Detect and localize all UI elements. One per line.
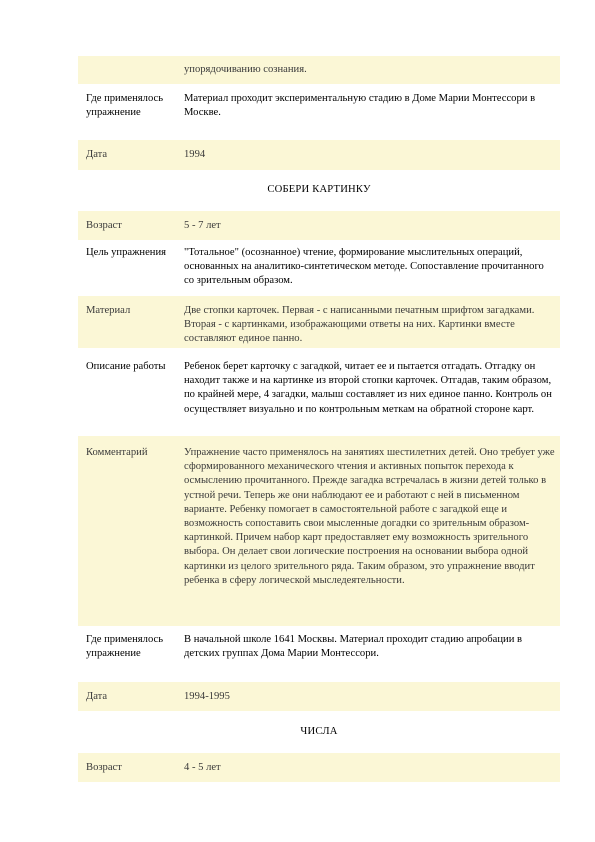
- date-value: 1994: [184, 149, 206, 160]
- where-applied-label: Где применялось упражнение: [86, 93, 164, 119]
- where-applied-row-2: [78, 628, 560, 680]
- comment-value: Упражнение часто применялось на занятиях шестилетних детей. Оно требует уже сформированного механического чтения и активных попыток перехода к осмыслению прочитанного. Прежде загадка встречалась в жизни детей только в устной речи. Теперь же они наблюдают ее и работают с ней в письменном варианте. Ребенку помогает в самостоятельной работе с загадкой еще и возможность сопоставить свои мысленные догадки со зрительным образом-картинкой. Причем набор карт предоставляет ему возможность зрительного выбора. Он делает свои логические построения на основании выбора одной картинки из целого зрительного ряда. Таким образом, это упражнение вводит ребенка в сферу логической мыследеятельности.: [184, 447, 555, 586]
- where-applied-label-2: Где применялось упражнение: [86, 634, 164, 660]
- age-row-3: [78, 753, 560, 782]
- where-applied-value-2: В начальной школе 1641 Москвы. Материал проходит стадию апробации в детских группах Дома Марии Монтессори.: [184, 634, 523, 660]
- description-row: [78, 350, 560, 434]
- date-label-2: Дата: [86, 691, 108, 702]
- purpose-tail-text: упорядочиванию сознания.: [184, 64, 307, 75]
- goal-value: "Тотальное" (осознанное) чтение, формирование мыслительных операций, основанных на аналитико-синтетическом методе. Сопоставление прочитанного со зрительным образом.: [184, 247, 544, 287]
- material-row: [78, 296, 560, 348]
- description-value: Ребенок берет карточку с загадкой, читает ее и пытается отгадать. Отгадку он находит также и на картинке из второй стопки карточек. Отгадав, таким образом, по крайней мере, 4 загадки, малыш составляет из них единое панно. Контроль он осуществляет визуально и по контрольным меткам на обратной стороне карт.: [184, 361, 552, 415]
- date-value-2: 1994-1995: [184, 691, 230, 702]
- section-heading-chisla: ЧИСЛА: [300, 726, 338, 737]
- age-value-3: 4 - 5 лет: [184, 762, 221, 773]
- where-applied-value: Материал проходит экспериментальную стадию в Доме Марии Монтессори в Москве.: [184, 93, 536, 119]
- section-heading-sobery-kartinku: СОБЕРИ КАРТИНКУ: [267, 184, 371, 195]
- age-row: [78, 211, 560, 240]
- goal-label: Цель упражнения: [86, 247, 166, 258]
- material-label: Материал: [86, 305, 131, 316]
- goal-row: [78, 242, 560, 294]
- purpose-tail-row: [78, 56, 560, 84]
- age-value: 5 - 7 лет: [184, 220, 221, 231]
- material-value: Две стопки карточек. Первая - с написанными печатным шрифтом загадками. Вторая - с картинками, изображающими ответы на них. Картинки вместе составляют единое панно.: [184, 305, 535, 345]
- comment-row: [78, 436, 560, 626]
- where-applied-row: [78, 86, 560, 138]
- date-row: [78, 140, 560, 170]
- age-label-3: Возраст: [86, 762, 122, 773]
- date-label: Дата: [86, 149, 108, 160]
- description-label: Описание работы: [86, 361, 166, 372]
- comment-label: Комментарий: [86, 447, 148, 458]
- age-label: Возраст: [86, 220, 122, 231]
- date-row-2: [78, 682, 560, 711]
